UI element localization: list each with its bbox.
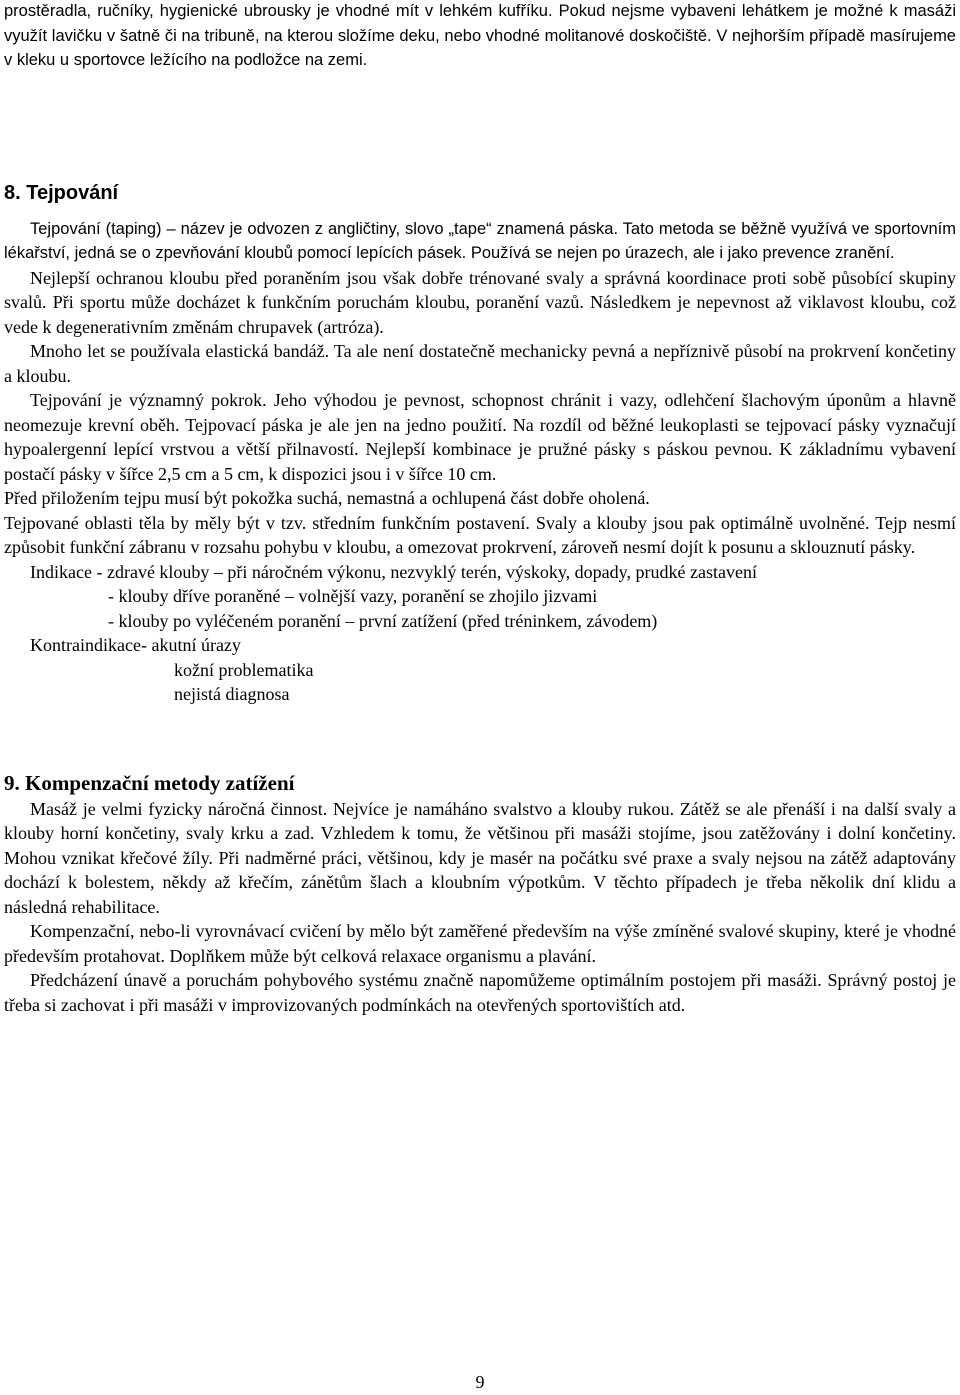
indications-row xyxy=(4,560,956,585)
contraindications-row xyxy=(4,633,956,658)
section-8-paragraph-6: Tejpované oblasti těla by měly být v tzv. středním funkčním postavení. Svaly a klouby jsou pak optimálně uvolněné. Tejp nesmí způsobit funkční zábranu v rozsahu pohybu v kloubu, a omezovat prokrvení, zároveň nesmí dojít k posunu a sklouznutí pásky. xyxy=(4,512,956,557)
intro-paragraph: prostěradla, ručníky, hygienické ubrousky je vhodné mít v lehkém kufříku. Pokud nejsme vybaveni lehátkem je možné k masáži využít lavičku v šatně či na tribuně, na kterou složíme deku, nebo vhodné molitanové doskočiště. V nejhorším případě masírujeme v kleku u sportovce ležícího na podložce na zemi. xyxy=(4,2,956,69)
contraindications-list xyxy=(4,633,956,707)
section-8-heading: 8. Tejpování xyxy=(4,181,119,204)
page-number: 9 xyxy=(475,1372,485,1392)
section-8-paragraph-1: Tejpování (taping) – název je odvozen z angličtiny, slovo „tape“ znamená páska. Tato metoda se běžně využívá ve sportovním lékařství, jedná se o zpevňování kloubů pomocí lepících pásek. Používá se nejen po úrazech, ale i jako prevence zranění. xyxy=(4,219,956,262)
section-8-paragraph-2: Nejlepší ochranou kloubu před poraněním jsou však dobře trénované svaly a správná koordinace proti sobě působící skupiny svalů. Při sportu může docházet k funkčním poruchám kloubu, poranění vazů. Následkem je nepevnost až viklavost kloubu, což vede k degenerativním změnám chrupavek (artróza). xyxy=(4,267,956,337)
indications-label: Indikace - xyxy=(30,561,107,582)
section-8-paragraph-5: Před přiložením tejpu musí být pokožka suchá, nemastná a ochlupená část dobře oholená. xyxy=(4,488,650,508)
contraindication-item: kožní problematika xyxy=(174,659,314,680)
section-9-paragraph-3: Předcházení únavě a poruchám pohybového systému značně napomůžeme optimálním postojem při masáži. Správný postoj je třeba si zachovat i při masáži v improvizovaných podmínkách na otevřených sportovištích atd. xyxy=(4,970,956,1015)
section-9-paragraph-2: Kompenzační, nebo-li vyrovnávací cvičení by mělo být zaměřené především na výše zmíněné svalové skupiny, které je vhodné především protahovat. Doplňkem může být celková relaxace organismu a plavání. xyxy=(4,921,956,966)
section-9-paragraph-1: Masáž je velmi fyzicky náročná činnost. Nejvíce je namáháno svalstvo a klouby rukou. Zátěž se ale přenáší i na další svaly a klouby horní končetiny, svaly krku a zad. Vzhledem k tomu, že většinou při masáži stojíme, jsou zatěžovány i dolní končetiny. Mohou vznikat křečové žíly. Při nadměrné práci, většinou, kdy je masér na počátku své praxe a svaly nejsou na zátěž adaptovány dochází k bolestem, někdy až křečím, zánětům šlach a kloubním výpotkům. V těchto případech je třeba několik dní klidu a následná rehabilitace. xyxy=(4,798,956,917)
contraindications-label: Kontraindikace- xyxy=(30,635,152,655)
indications-list xyxy=(4,560,956,634)
indication-item: zdravé klouby – při náročném výkonu, nezvyklý terén, výskoky, dopady, prudké zastavení xyxy=(106,561,757,582)
page-content xyxy=(4,0,956,1017)
section-9-heading: 9. Kompenzační metody zatížení xyxy=(4,770,295,795)
section-8-paragraph-3: Mnoho let se používala elastická bandáž. Ta ale není dostatečně mechanicky pevná a nepříznivě působí na prokrvení končetiny a kloubu. xyxy=(4,341,956,386)
indication-item: - klouby po vyléčeném poranění – první zatížení (před tréninkem, závodem) xyxy=(108,610,658,631)
contraindication-item: akutní úrazy xyxy=(151,635,241,655)
indication-item: - klouby dříve poraněné – volnější vazy, poranění se zhojilo jizvami xyxy=(108,586,598,606)
section-8-paragraph-4: Tejpování je významný pokrok. Jeho výhodou je pevnost, schopnost chránit i vazy, odlehčení šlachovým úponům a hlavně neomezuje krevní oběh. Tejpovací páska je ale jen na jedno použití. Na rozdíl od běžné leukoplasti se tejpovací pásky vyznačují hypoalergenní lepící vrstvou a větší přilnavostí. Nejlepší kombinace je pružné pásky s páskou pevnou. K základnímu vybavení postačí pásky v šířce 2,5 cm a 5 cm, k dispozici jsou i v šířce 10 cm. xyxy=(4,390,956,484)
contraindication-item: nejistá diagnosa xyxy=(174,684,290,704)
